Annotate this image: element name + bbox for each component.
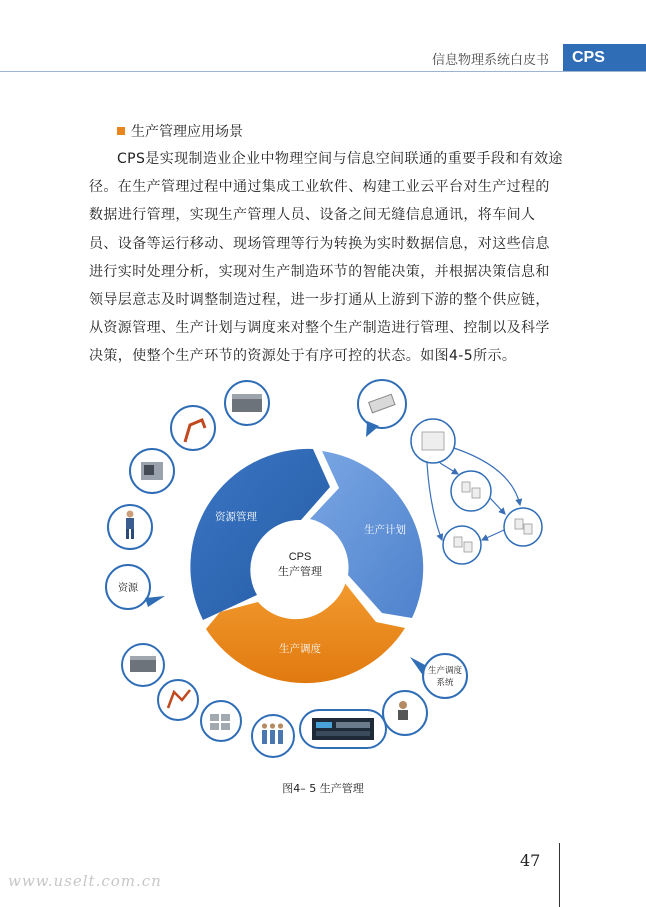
page-number: 47 [520, 851, 541, 870]
square-bullet-icon [117, 127, 125, 135]
figure-caption: 图4– 5 生产管理 [282, 782, 364, 795]
schedule-system-bubble [423, 654, 467, 698]
robots-bubble [158, 680, 198, 720]
plan-segment-label: 生产计划 [364, 524, 406, 536]
resource-segment-label: 资源管理 [215, 511, 257, 523]
workers-icon [262, 723, 283, 744]
cps-tag: CPS [563, 44, 646, 72]
schedule-segment-label: 生产调度 [279, 643, 321, 655]
center-label-management: 生产管理 [278, 565, 322, 578]
section-heading [117, 121, 243, 141]
factory-floor-icon [232, 394, 262, 412]
resource-bubble-label: 资源 [118, 583, 138, 594]
section-heading-text: 生产管理应用场景 [131, 124, 243, 140]
robot-arm-bubble [171, 406, 215, 450]
schedule-pointer [410, 657, 425, 677]
machine-tool-icon [141, 462, 163, 480]
body-paragraph: CPS是实现制造业企业中物理空间与信息空间联通的重要手段和有效途径。在生产管理过程中通过集成工业软件、构建工业云平台对生产过程的数据进行管理，实现生产管理人员、设备之间无缝信息通讯，将车间人员、设备等运行移动、现场管理等行为转换为实时数据信息，对这些信息进行实时处理分析，实现对生产制造环节的智能决策，并根据决策信息和领导层意志及时调整制造过程，进一步打通从上游到下游的整个供应链，从资源管理、生产计划与调度来对整个生产制造进行管理、控制以及科学决策，使整个生产环节的资源处于有序可控的状态。如图4-5所示。 [89, 151, 563, 365]
watermark: www.uselt.com.cn [8, 872, 162, 890]
monitor-screen-panel [300, 710, 386, 748]
book-title: 信息物理系统白皮书 [432, 53, 550, 68]
schedule-system-label-2: 系统 [436, 678, 454, 688]
plan-node [451, 471, 491, 511]
operator-icon [398, 701, 408, 720]
page-number-rule [559, 843, 560, 907]
center-label-cps: CPS [288, 551, 312, 563]
workshop-icon [130, 656, 156, 672]
schedule-system-label-1: 生产调度 [427, 666, 463, 676]
header-divider [0, 71, 646, 72]
production-management-figure [0, 370, 646, 770]
